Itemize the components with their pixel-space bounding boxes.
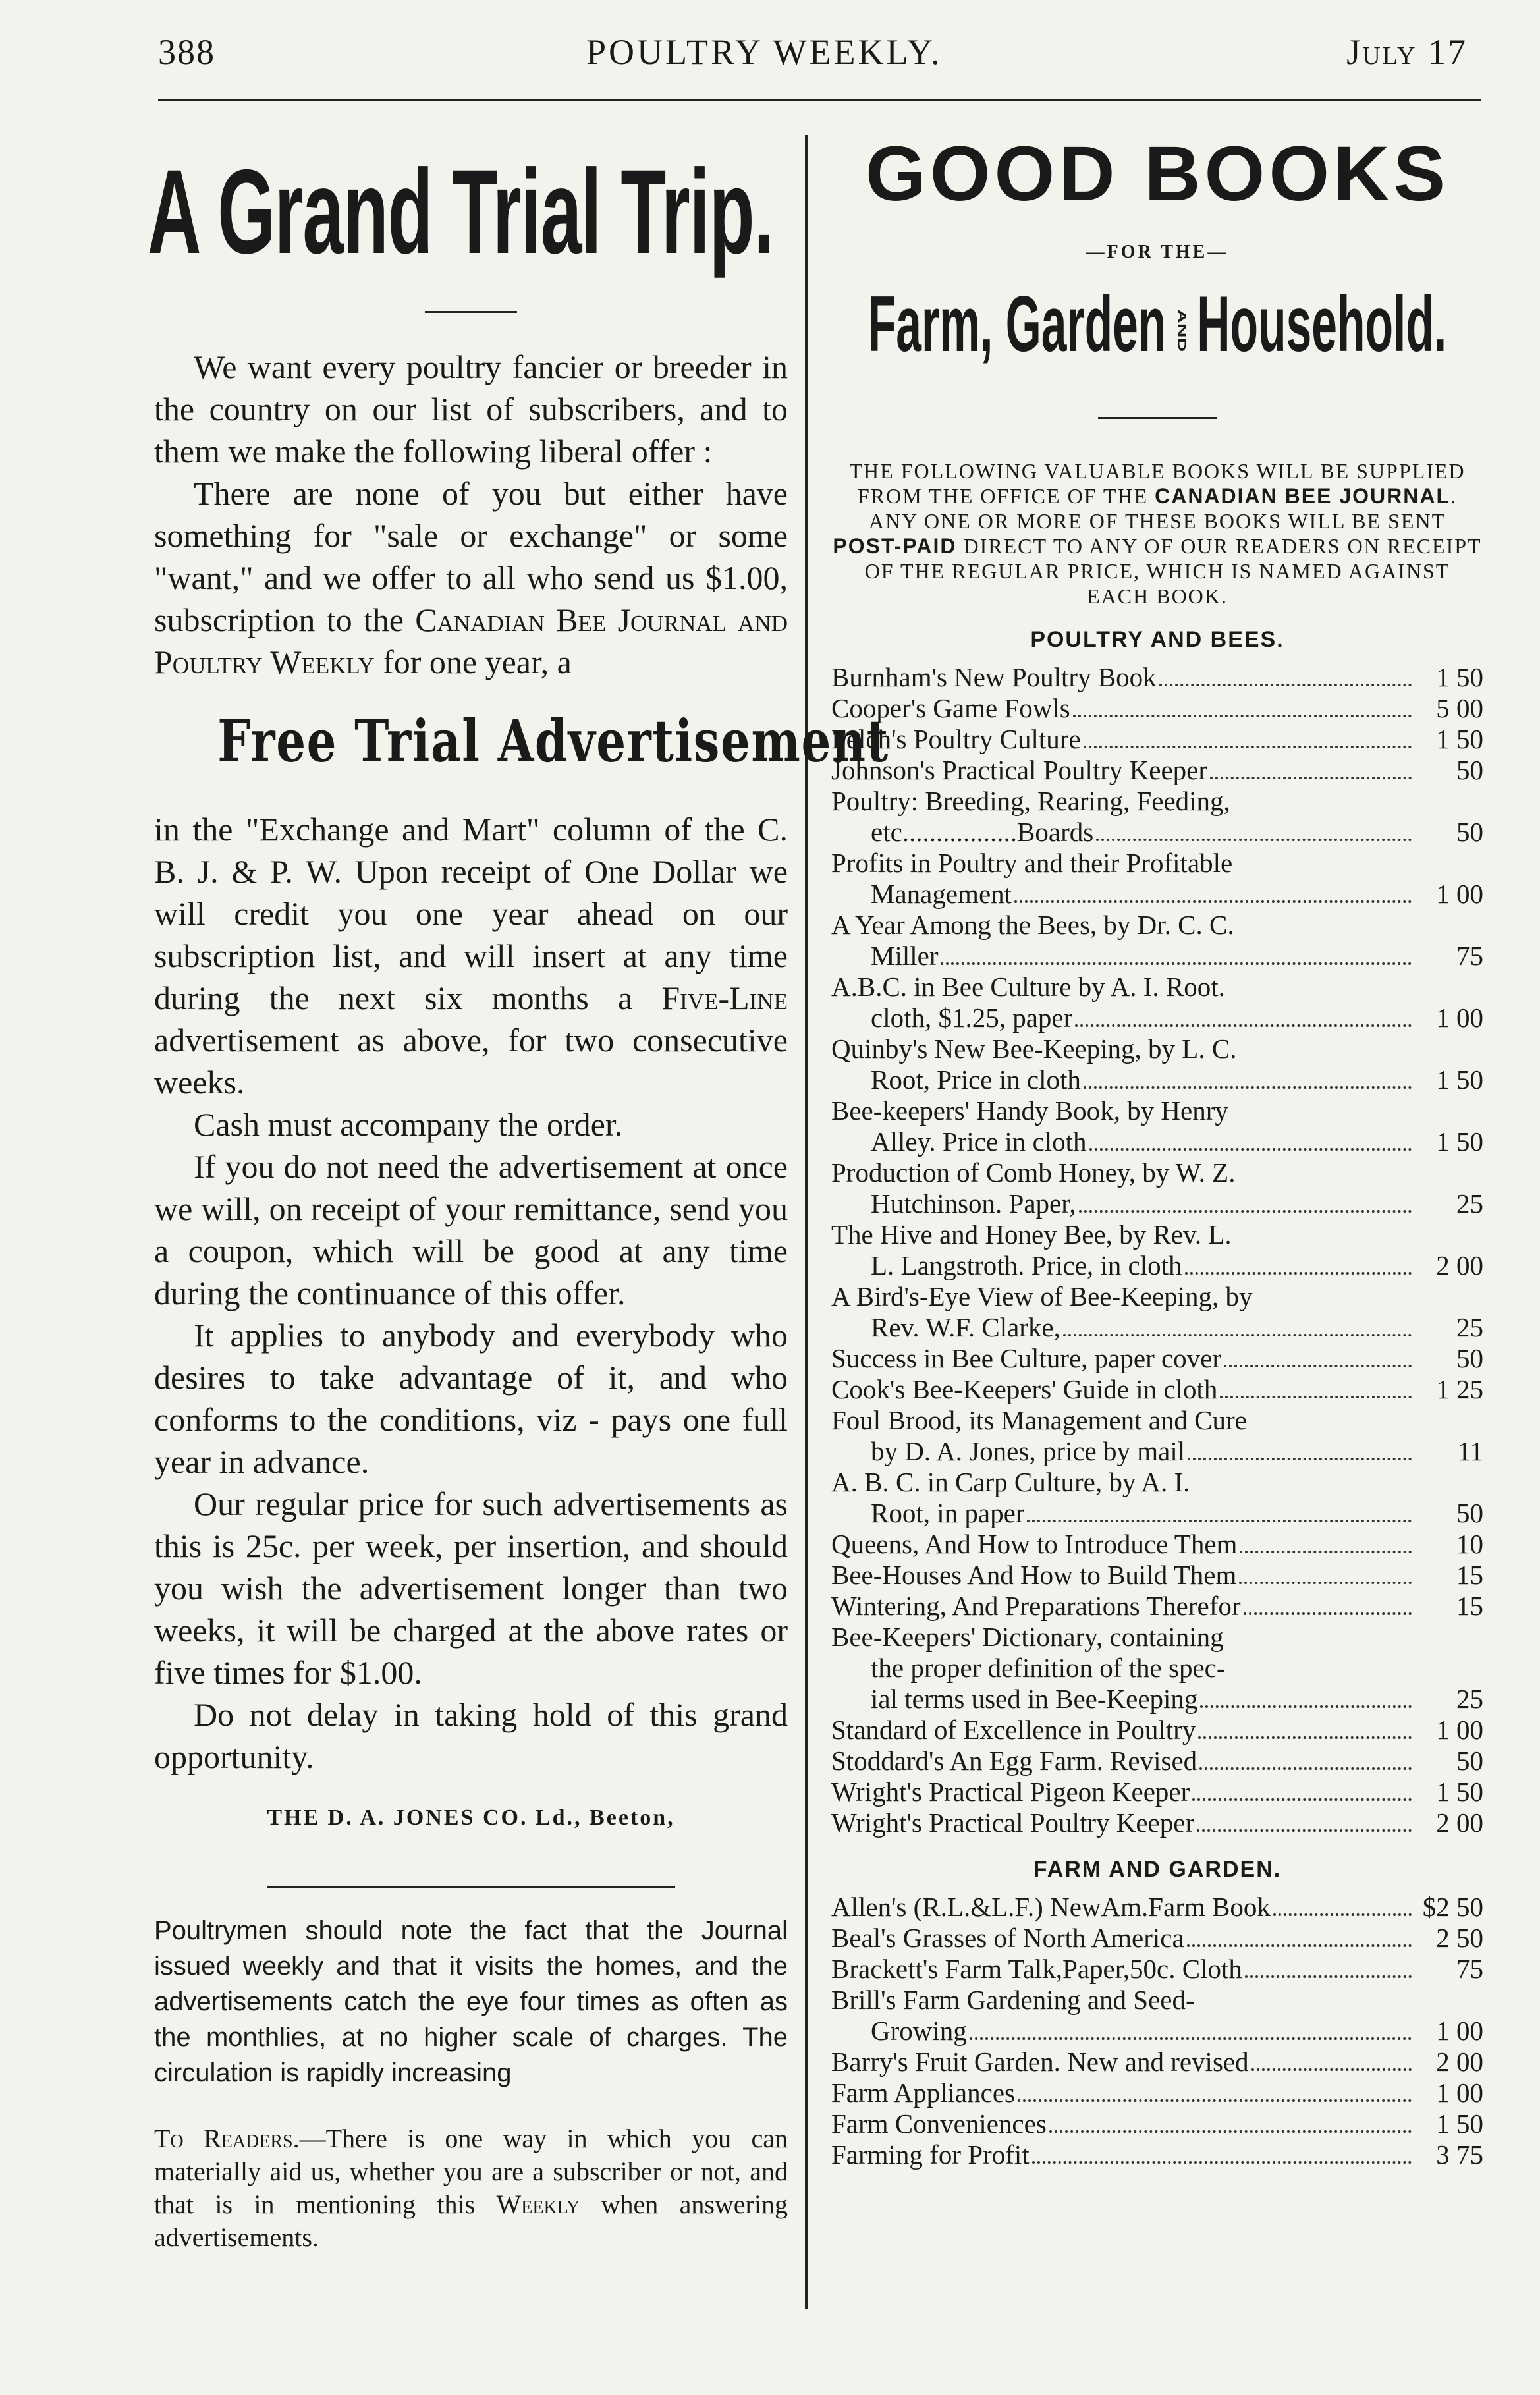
book-title: Johnson's Practical Poultry Keeper: [831, 755, 1208, 785]
book-entry: [831, 972, 1483, 1003]
leader-dots: [1200, 1705, 1412, 1708]
book-entry: [831, 1095, 1483, 1126]
leader-dots: [1198, 1736, 1412, 1739]
book-price: 50: [1456, 755, 1483, 785]
book-title: Foul Brood, its Management and Cure: [831, 1405, 1247, 1435]
book-entry: [831, 1281, 1483, 1312]
offer-paragraph-1: We want every poultry fancier or breeder in the country on our list of subscribers, and to them we make the following liberal offer :: [154, 348, 788, 470]
book-price: 5 00: [1436, 693, 1483, 723]
book-title: Felch's Poultry Culture: [831, 724, 1081, 754]
book-entry: [831, 1923, 1483, 1954]
book-title: Farm Conveniences: [831, 2108, 1047, 2139]
book-price: 2 50: [1436, 1923, 1483, 1953]
book-entry: [831, 1954, 1483, 1985]
book-entry: [831, 2078, 1483, 2108]
left-column: [148, 132, 889, 2254]
book-title: Rev. W.F. Clarke,: [871, 1312, 1060, 1342]
book-price: 1 50: [1436, 724, 1483, 754]
leader-dots: [1245, 1975, 1412, 1978]
leader-dots: [1197, 1829, 1412, 1832]
book-entry: [831, 724, 1483, 755]
book-title: A. B. C. in Carp Culture, by A. I.: [831, 1467, 1190, 1497]
signature-divider: [267, 1886, 675, 1888]
leader-dots: [1014, 900, 1412, 903]
book-price: 15: [1456, 1591, 1483, 1621]
book-title: by D. A. Jones, price by mail: [871, 1436, 1186, 1466]
leader-dots: [1192, 1798, 1412, 1801]
book-price: 1 00: [1436, 2016, 1483, 2046]
book-title: etc.................Boards: [871, 817, 1094, 847]
book-title: Cook's Bee-Keepers' Guide in cloth: [831, 1374, 1218, 1404]
leader-dots: [1251, 2068, 1412, 2071]
book-entry: [831, 1653, 1483, 1684]
book-price: 75: [1456, 941, 1483, 971]
book-price: 2 00: [1436, 1807, 1483, 1838]
leader-dots: [941, 962, 1412, 965]
terms-paragraph-1: in the "Exchange and Mart" column of the C. B. J. & P. W. Upon receipt of One Dollar we will credit you one year ahead on our subscription list, and will insert at any time during the next six months a Five-Line advertisement as above, for two consecutive weeks.: [154, 811, 788, 1101]
book-price: 1 00: [1436, 1003, 1483, 1033]
terms-text: [154, 808, 788, 1778]
book-entry: [831, 1684, 1483, 1715]
book-price: 10: [1456, 1529, 1483, 1559]
page-number: 388: [158, 32, 215, 72]
leader-dots: [1273, 1913, 1412, 1916]
terms-paragraph-6: Do not delay in taking hold of this grand opportunity.: [154, 1696, 788, 1775]
book-price: 1 00: [1436, 2078, 1483, 2108]
book-price: 2 00: [1436, 2047, 1483, 2077]
book-price: 75: [1456, 1954, 1483, 1984]
leader-dots: [1240, 1551, 1412, 1553]
book-title: L. Langstroth. Price, in cloth: [871, 1250, 1182, 1280]
book-entry: [831, 1807, 1483, 1838]
book-title: Burnham's New Poultry Book: [831, 662, 1157, 692]
book-entry: [831, 755, 1483, 786]
running-head: [158, 32, 1468, 84]
book-entry: [831, 2016, 1483, 2047]
books-intro: THE FOLLOWING VALUABLE BOOKS WILL BE SUPPLIED FROM THE OFFICE OF THE CANADIAN BEE JOURNAL. ANY ONE OR MORE OF THESE BOOKS WILL BE SENT POST-PAID DIRECT TO ANY OF OUR READERS ON RECEIPT OF THE REGULAR PRICE, WHICH IS NAMED AGAINST EACH BOOK.: [833, 459, 1482, 608]
book-title: Root, Price in cloth: [871, 1064, 1081, 1095]
journal-title: POULTRY WEEKLY.: [586, 32, 943, 72]
book-price: 2 00: [1436, 1250, 1483, 1280]
book-entry: [831, 662, 1483, 693]
leader-dots: [1079, 1210, 1412, 1213]
leader-dots: [1239, 1582, 1412, 1584]
leader-dots: [1187, 1944, 1412, 1947]
book-price: 1 50: [1436, 1064, 1483, 1095]
book-title: Bee-Houses And How to Build Them: [831, 1560, 1237, 1590]
book-entry: [831, 2047, 1483, 2078]
book-price: 1 00: [1436, 879, 1483, 909]
book-title: The Hive and Honey Bee, by Rev. L.: [831, 1219, 1232, 1250]
book-title: Bee-keepers' Handy Book, by Henry: [831, 1095, 1228, 1126]
book-entry: [831, 1892, 1483, 1923]
farm-garden-heading: FARM AND GARDEN.: [1033, 1857, 1282, 1882]
book-entry: [831, 1343, 1483, 1374]
book-title: Queens, And How to Introduce Them: [831, 1529, 1238, 1559]
book-title: Beal's Grasses of North America: [831, 1923, 1184, 1953]
book-title: A Year Among the Bees, by Dr. C. C.: [831, 910, 1234, 940]
book-entry: [831, 693, 1483, 724]
book-title: Farm Appliances: [831, 2078, 1015, 2108]
book-title: Allen's (R.L.&L.F.) NewAm.Farm Book: [831, 1892, 1271, 1922]
book-price: 25: [1456, 1188, 1483, 1219]
book-title: Farming for Profit: [831, 2139, 1030, 2170]
header-rule: [158, 99, 1481, 101]
book-entry: [831, 1033, 1483, 1064]
book-price: 25: [1456, 1312, 1483, 1342]
leader-dots: [1224, 1365, 1412, 1367]
book-price: 50: [1456, 1498, 1483, 1528]
poultrymen-note: Poultrymen should note the fact that the Journal issued weekly and that it visits the homes, and the advertisements catch the eye four times as often as the monthlies, at no higher scale of charges. The circulation is rapidly increasing: [154, 1916, 788, 2087]
leader-dots: [1188, 1458, 1412, 1460]
leader-dots: [1185, 1272, 1412, 1275]
leader-dots: [1199, 1767, 1412, 1770]
book-price: 50: [1456, 817, 1483, 847]
book-price: 50: [1456, 1343, 1483, 1373]
terms-paragraph-5: Our regular price for such advertisements as this is 25c. per week, per insertion, and should you wish the advertisement longer than two weeks, it will be charged at the above rates or five times for $1.00.: [154, 1485, 788, 1691]
free-trial-heading: Free Trial Advertisement: [217, 707, 889, 775]
book-price: 25: [1456, 1684, 1483, 1714]
terms-paragraph-2: Cash must accompany the order.: [194, 1106, 623, 1143]
grand-trial-title: A Grand Trial Trip.: [148, 144, 774, 279]
column-rule: [805, 135, 808, 2309]
book-entry: [831, 817, 1483, 848]
book-entry: [831, 1591, 1483, 1622]
title-divider: [425, 311, 517, 313]
book-entry: [831, 1374, 1483, 1405]
leader-dots: [1220, 1396, 1412, 1398]
leader-dots: [970, 2037, 1412, 2040]
book-entry: [831, 1529, 1483, 1560]
book-entry: [831, 2139, 1483, 2170]
offer-paragraph-2: There are none of you but either have something for "sale or exchange" or some "want," and we offer to all who send us $1.00, subscription to the Canadian Bee Journal and Poultry Weekly for one year, a: [154, 475, 788, 680]
book-entry: [831, 848, 1483, 879]
book-price: 1 50: [1436, 2108, 1483, 2139]
book-entry: [831, 941, 1483, 972]
book-title: ial terms used in Bee-Keeping: [871, 1684, 1198, 1714]
book-title: Management: [871, 879, 1012, 909]
book-title: Wintering, And Preparations Therefor: [831, 1591, 1241, 1621]
leader-dots: [1075, 1024, 1412, 1027]
book-entry: [831, 910, 1483, 941]
poultry-bees-heading: POULTRY AND BEES.: [1030, 627, 1284, 652]
book-price: 1 50: [1436, 1126, 1483, 1157]
book-price: 1 50: [1436, 662, 1483, 692]
book-price: 1 25: [1436, 1374, 1483, 1404]
book-title: Barry's Fruit Garden. New and revised: [831, 2047, 1249, 2077]
book-entry: [831, 1312, 1483, 1343]
book-price: 1 50: [1436, 1776, 1483, 1807]
book-title: Poultry: Breeding, Rearing, Feeding,: [831, 786, 1230, 816]
leader-dots: [1159, 684, 1412, 686]
book-title: Brackett's Farm Talk,Paper,50c. Cloth: [831, 1954, 1242, 1984]
book-entry: [831, 1126, 1483, 1157]
book-price: 3 75: [1436, 2139, 1483, 2170]
book-entry: [831, 1985, 1483, 2016]
terms-paragraph-4: It applies to anybody and everybody who desires to take advantage of it, and who conforms to the conditions, viz - pays one full year in advance.: [154, 1317, 788, 1480]
book-price: 11: [1457, 1436, 1483, 1466]
book-title: Standard of Excellence in Poultry: [831, 1715, 1196, 1745]
book-title: Growing: [871, 2016, 967, 2046]
book-entry: [831, 1776, 1483, 1807]
book-entry: [831, 786, 1483, 817]
book-title: Alley. Price in cloth: [871, 1126, 1087, 1157]
leader-dots: [1096, 839, 1412, 841]
book-title: cloth, $1.25, paper: [871, 1003, 1073, 1033]
book-price: 15: [1456, 1560, 1483, 1590]
books-divider: [1098, 417, 1217, 419]
farm-garden-household-title: Farm, Garden AND Household.: [867, 280, 1447, 368]
book-title: Profits in Poultry and their Profitable: [831, 848, 1233, 878]
book-title: Wright's Practical Pigeon Keeper: [831, 1776, 1190, 1807]
book-entry: [831, 1436, 1483, 1467]
book-entry: [831, 879, 1483, 910]
book-title: A Bird's-Eye View of Bee-Keeping, by: [831, 1281, 1253, 1311]
leader-dots: [1084, 1086, 1412, 1089]
book-title: Success in Bee Culture, paper cover: [831, 1343, 1222, 1373]
leader-dots: [1027, 1520, 1412, 1522]
leader-dots: [1210, 777, 1412, 779]
leader-dots: [1244, 1612, 1412, 1615]
right-column: [831, 128, 1483, 2170]
book-title: Bee-Keepers' Dictionary, containing: [831, 1622, 1224, 1652]
book-title: Stoddard's An Egg Farm. Revised: [831, 1746, 1197, 1776]
book-entry: [831, 1219, 1483, 1250]
book-title: Wright's Practical Poultry Keeper: [831, 1807, 1195, 1838]
publisher-signature: THE D. A. JONES CO. Ld., Beeton,: [267, 1805, 675, 1830]
book-entry: [831, 1467, 1483, 1498]
book-title: the proper definition of the spec-: [871, 1653, 1226, 1683]
book-title: Brill's Farm Gardening and Seed-: [831, 1985, 1195, 2015]
offer-text: [154, 346, 788, 683]
leader-dots: [1073, 715, 1412, 717]
book-price: 50: [1456, 1746, 1483, 1776]
leader-dots: [1089, 1148, 1412, 1151]
book-title: Quinby's New Bee-Keeping, by L. C.: [831, 1033, 1237, 1064]
book-title: Hutchinson. Paper,: [871, 1188, 1076, 1219]
book-entry: [831, 1746, 1483, 1776]
book-entry: [831, 1003, 1483, 1033]
farm-garden-list: [831, 1892, 1483, 2170]
book-price: 1 00: [1436, 1715, 1483, 1745]
issue-date: July 17: [1346, 32, 1468, 72]
book-title: Cooper's Game Fowls: [831, 693, 1070, 723]
leader-dots: [1032, 2161, 1412, 2164]
book-entry: [831, 1715, 1483, 1746]
book-entry: [831, 1188, 1483, 1219]
terms-paragraph-3: If you do not need the advertisement at once we will, on receipt of your remittance, send you a coupon, which will be good at any time during the continuance of this offer.: [154, 1148, 788, 1311]
book-entry: [831, 1157, 1483, 1188]
book-entry: [831, 1498, 1483, 1529]
book-entry: [831, 1405, 1483, 1436]
book-entry: [831, 1064, 1483, 1095]
leader-dots: [1018, 2099, 1412, 2102]
book-title: A.B.C. in Bee Culture by A. I. Root.: [831, 972, 1225, 1002]
book-title: Root, in paper: [871, 1498, 1025, 1528]
book-entry: [831, 1560, 1483, 1591]
readers-note: To Readers.—There is one way in which you can materially aid us, whether you are a subscriber or not, and that is in mentioning this Weekly when answering advertisements.: [154, 2124, 788, 2252]
book-entry: [831, 1622, 1483, 1653]
poultry-bees-list: [831, 662, 1483, 1838]
leader-dots: [1084, 746, 1412, 748]
book-price: $2 50: [1422, 1892, 1483, 1922]
for-the-label: —FOR THE—: [1086, 242, 1229, 262]
book-title: Production of Comb Honey, by W. Z.: [831, 1157, 1236, 1188]
book-entry: [831, 2108, 1483, 2139]
book-entry: [831, 1250, 1483, 1281]
leader-dots: [1063, 1334, 1412, 1336]
book-title: Miller: [871, 941, 939, 971]
leader-dots: [1049, 2130, 1412, 2133]
good-books-title: GOOD BOOKS: [865, 130, 1450, 217]
